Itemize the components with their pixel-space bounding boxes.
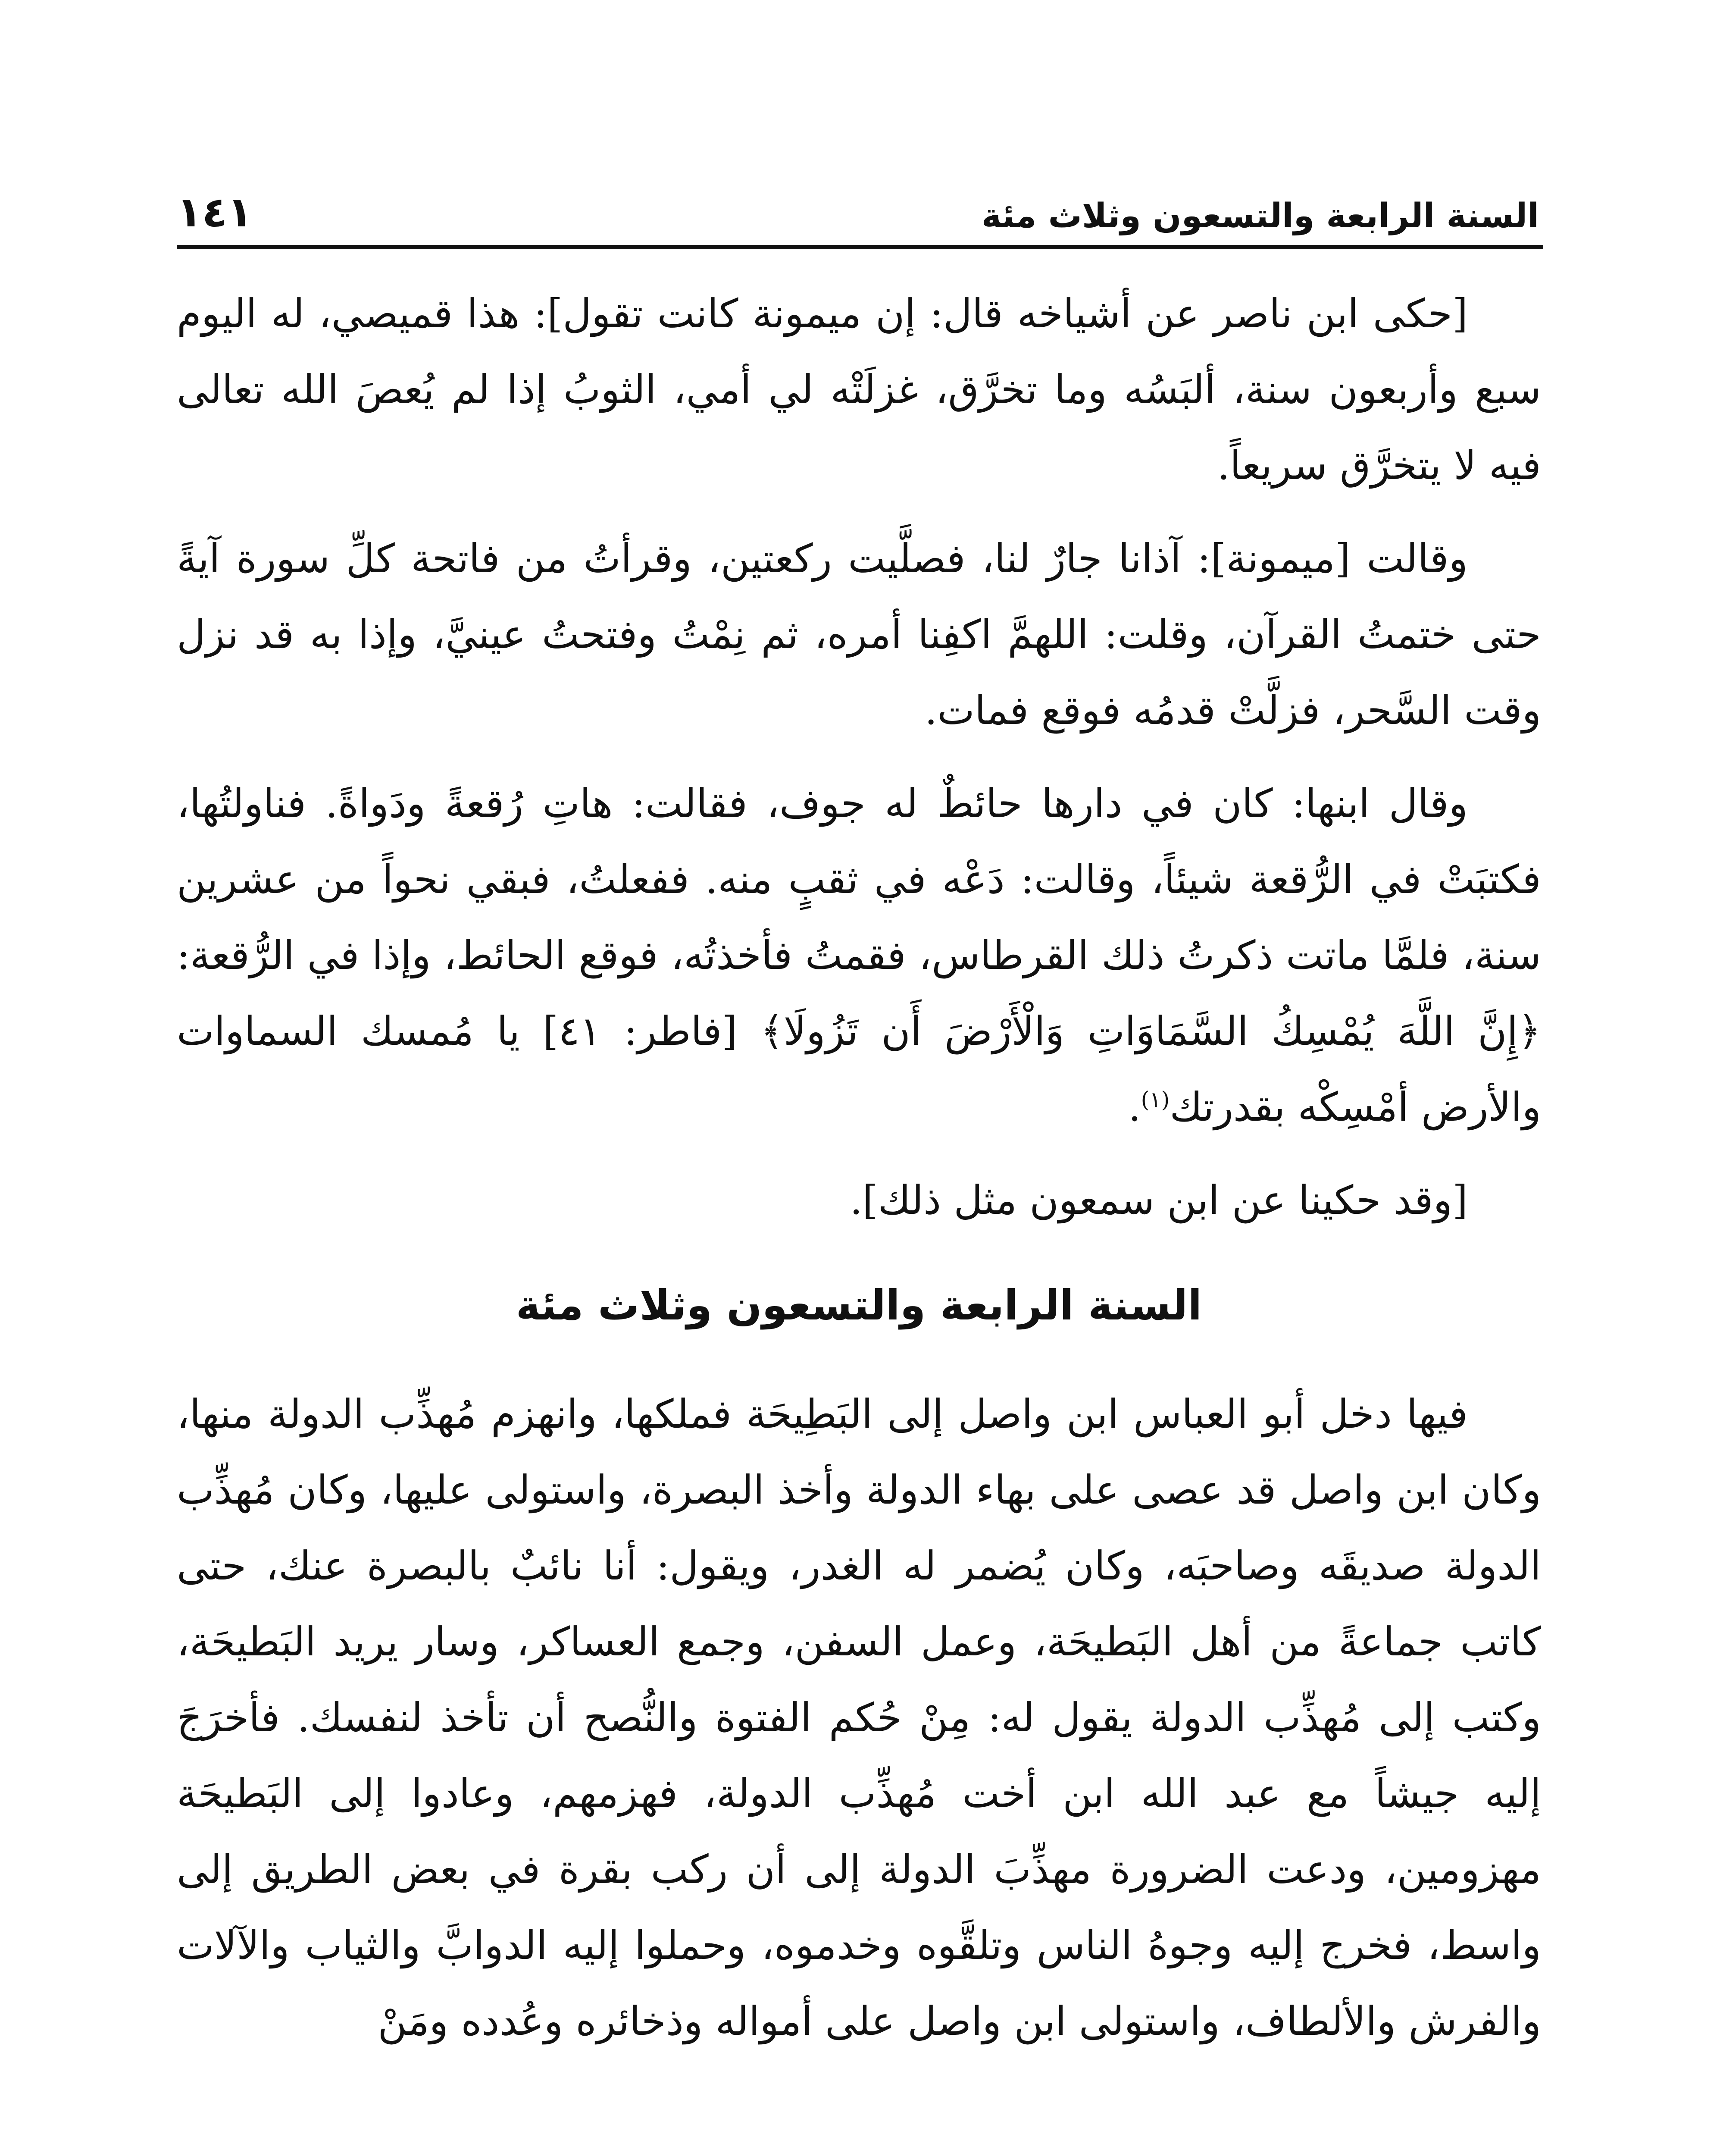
paragraph: [حكى ابن ناصر عن أشياخه قال: إن ميمونة كانت تقول]: هذا قميصي، له اليوم سبع وأربعون سنة، ألبَسُه وما تخرَّق، غزلَتْه لي أمي، الثوبُ إذا لم يُعصَ الله تعالى فيه لا يتخرَّق سريعاً. bbox=[177, 291, 1541, 489]
running-title: السنة الرابعة والتسعون وثلاث مئة bbox=[981, 197, 1539, 235]
sentence-end: . bbox=[1128, 1084, 1141, 1130]
header-rule bbox=[177, 245, 1543, 249]
body-text bbox=[177, 276, 1541, 2077]
paragraph: وقالت [ميمونة]: آذانا جارٌ لنا، فصلَّيت ركعتين، وقرأتُ من فاتحة كلِّ سورة آيةً حتى ختمتُ القرآن، وقلت: اللهمَّ اكفِنا أمره، ثم نِمْتُ وفتحتُ عينيَّ، وإذا به قد نزل وقت السَّحر، فزلَّتْ قدمُه فوقع فمات. bbox=[177, 536, 1541, 733]
running-header bbox=[177, 168, 1539, 236]
paragraph: فيها دخل أبو العباس ابن واصل إلى البَطِيحَة فملكها، وانهزم مُهذِّب الدولة منها، وكان ابن واصل قد عصى على بهاء الدولة وأخذ البصرة، واستولى عليها، وكان مُهذِّب الدولة صديقَه وصاحبَه، وكان يُضمر له الغدر، ويقول: أنا نائبٌ بالبصرة عنك، حتى كاتب جماعةً من أهل البَطيحَة، وعمل السفن، وجمع العساكر، وسار يريد البَطيحَة، وكتب إلى مُهذِّب الدولة يقول له: مِنْ حُكم الفتوة والنُّصح أن تأخذ لنفسك. فأخرَجَ إليه جيشاً مع عبد الله ابن أخت مُهذِّب الدولة، فهزمهم، وعادوا إلى البَطيحَة مهزومين، ودعت الضرورة مهذِّبَ الدولة إلى أن ركب بقرة في بعض الطريق إلى واسط، فخرج إليه وجوهُ الناس وتلقَّوه وخدموه، وحملوا إليه الدوابَّ والثياب والآلات والفرش والألطاف، واستولى ابن واصل على أمواله وذخائره وعُدده ومَنْ bbox=[177, 1391, 1541, 2044]
paragraph: [وقد حكينا عن ابن سمعون مثل ذلك]. bbox=[850, 1177, 1468, 1223]
paragraph-text: وقال ابنها: كان في دارها حائطٌ له جوف، فقالت: هاتِ رُقعةً ودَواةً. فناولتُها، فكتبَتْ في الرُّقعة شيئاً، وقالت: دَعْه في ثقبٍ منه. ففعلتُ، فبقي نحواً من عشرين سنة، فلمَّا ماتت ذكرتُ ذلك القرطاس، فقمتُ فأخذتُه، فوقع الحائط، وإذا في الرُّقعة: ﴿إِنَّ اللَّهَ يُمْسِكُ السَّمَاوَاتِ وَالْأَرْضَ أَن تَزُولَا﴾ [فاطر: ٤١] يا مُمسك السماوات والأرض أمْسِكْه بقدرتك bbox=[177, 780, 1541, 1130]
footnote-reference[interactable]: (١) bbox=[1141, 1087, 1170, 1112]
section-heading: السنة الرابعة والتسعون وثلاث مئة bbox=[516, 1281, 1202, 1329]
paragraph-with-footnote bbox=[177, 766, 1541, 1145]
page-number: ١٤١ bbox=[177, 188, 253, 236]
